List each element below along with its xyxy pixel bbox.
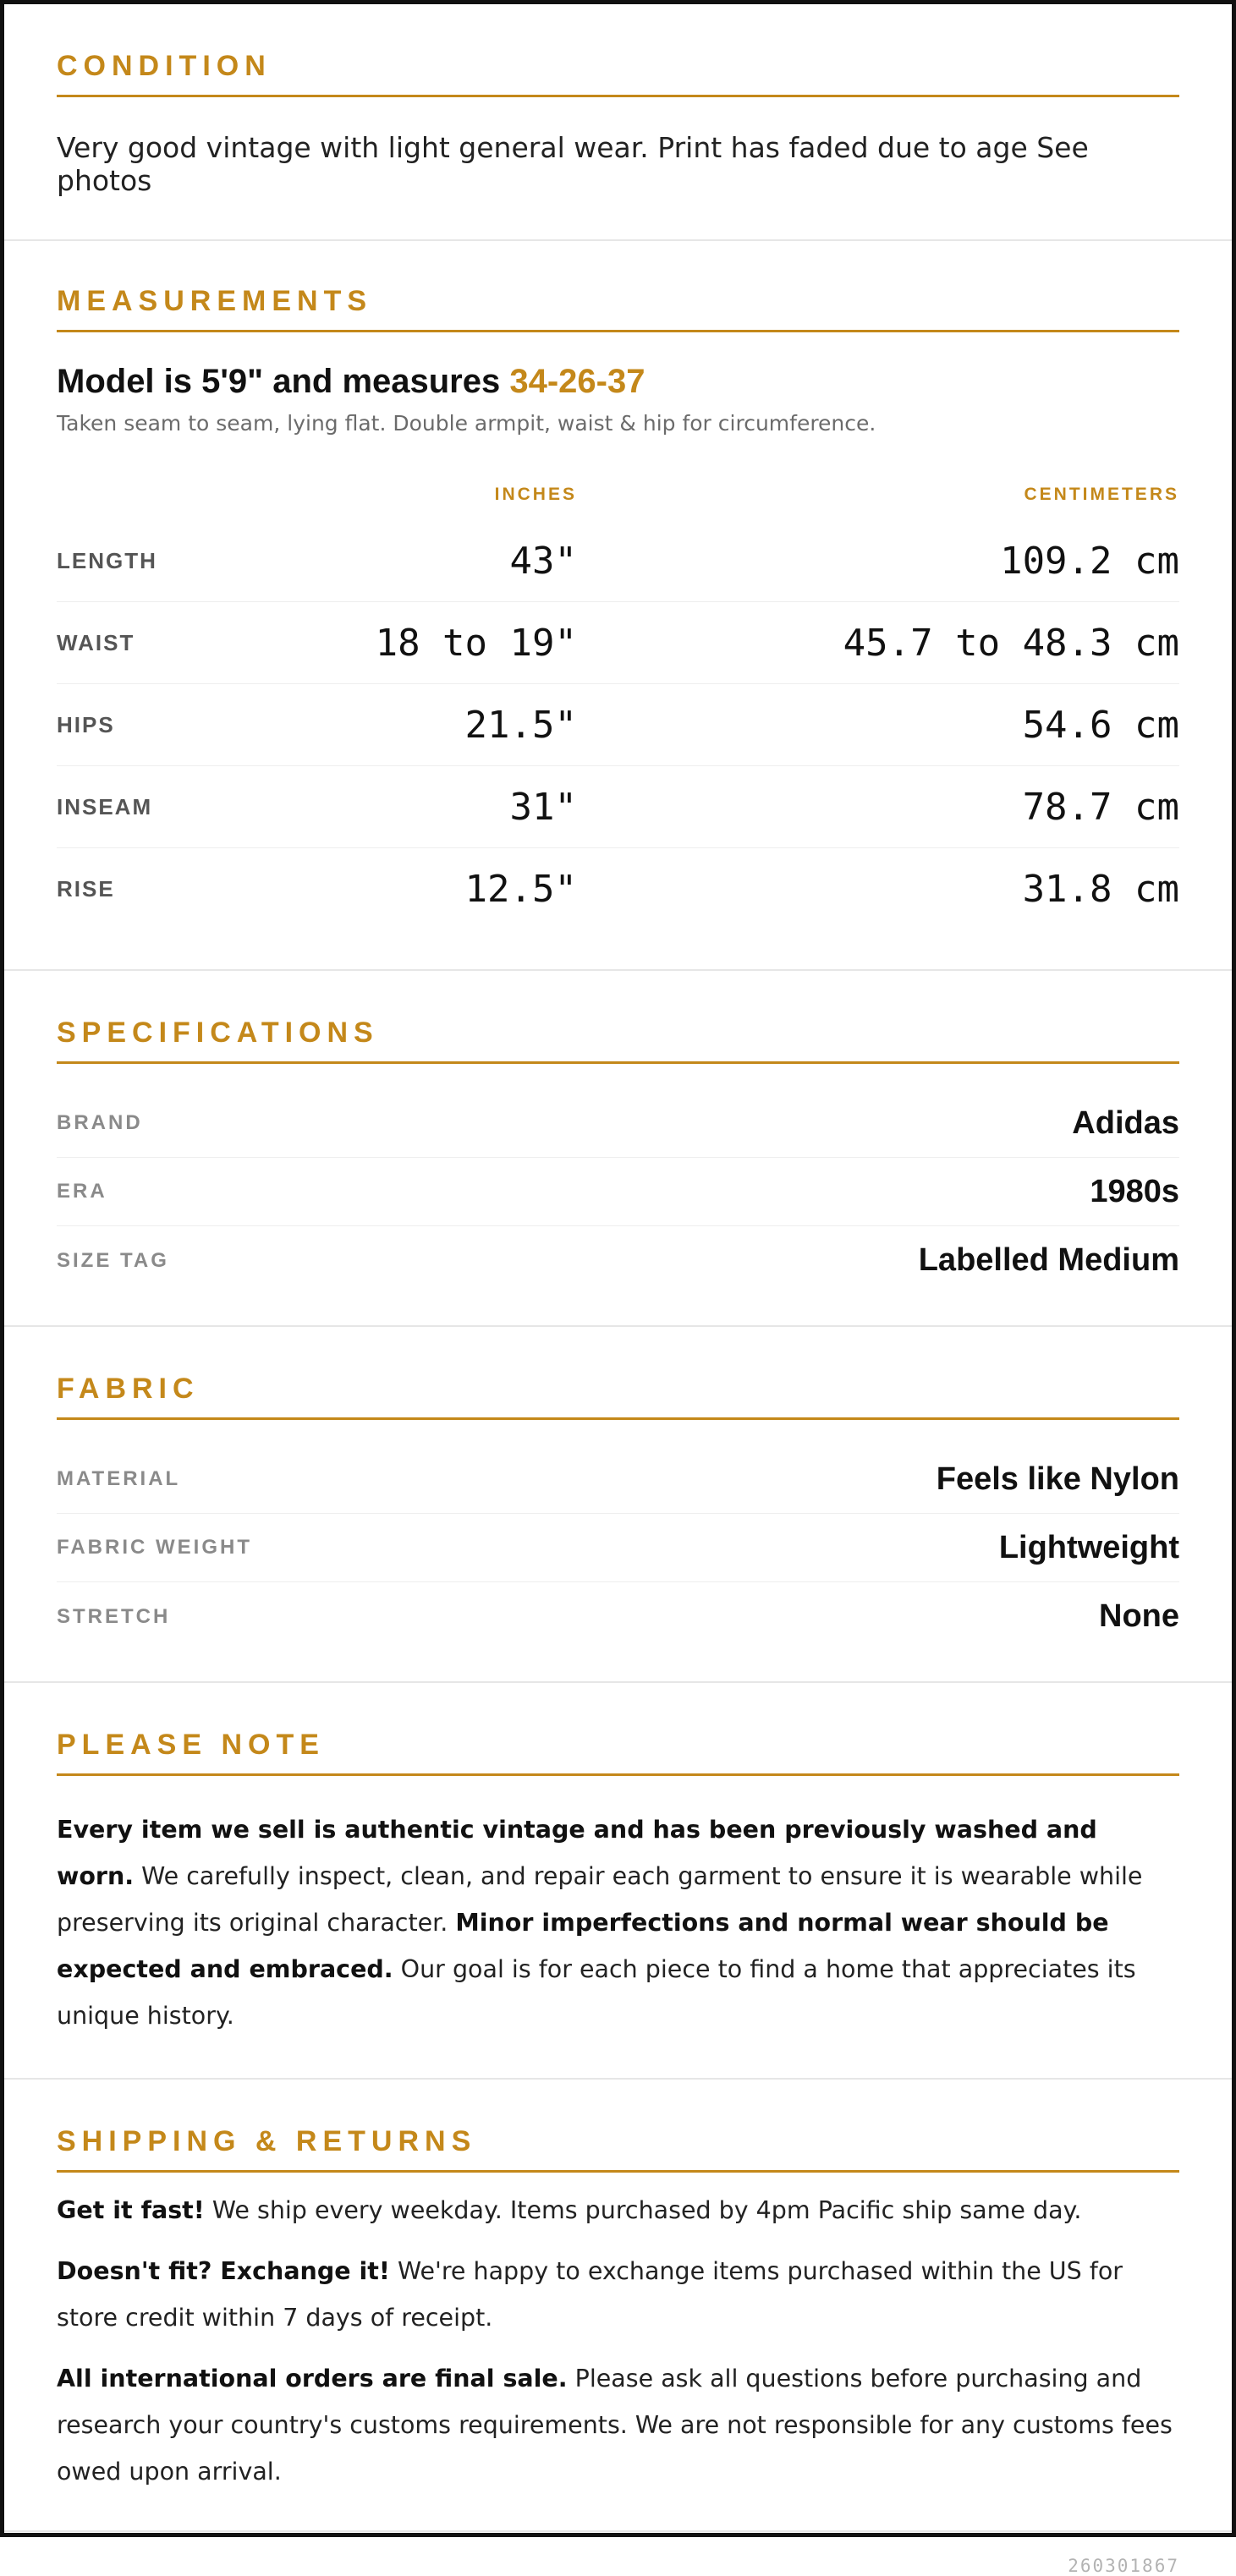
centimeters-column-header: CENTIMETERS — [1024, 485, 1179, 504]
spec-key: BRAND — [57, 1111, 143, 1134]
spec-key: ERA — [57, 1180, 107, 1203]
fabric-row-material — [57, 1445, 1179, 1514]
item-id: 260301867 — [1068, 2556, 1179, 2576]
measurement-inches: 31" — [509, 785, 577, 829]
specifications-list — [57, 1064, 1179, 1325]
shipping-bold: Doesn't fit? Exchange it! — [57, 2257, 390, 2285]
specifications-section — [4, 971, 1232, 1327]
shipping-bold: Get it fast! — [57, 2196, 205, 2224]
measurement-row-waist — [57, 602, 1179, 684]
fabric-value: None — [1099, 1598, 1179, 1634]
note-text-1: We carefully inspect, clean, and repair each garment to ensure it is wearable while preserving its original character. — [57, 1862, 1143, 1937]
condition-heading: CONDITION — [57, 4, 1179, 97]
measurement-label: WAIST — [57, 629, 135, 655]
fabric-value: Feels like Nylon — [936, 1461, 1179, 1497]
inches-column-header: INCHES — [494, 485, 577, 504]
please-note-section — [4, 1683, 1232, 2080]
measurement-row-hips — [57, 684, 1179, 766]
spec-value: Labelled Medium — [918, 1242, 1179, 1278]
condition-section — [4, 4, 1232, 241]
fabric-row-weight — [57, 1514, 1179, 1582]
measurements-table — [57, 469, 1179, 969]
measurement-label: HIPS — [57, 711, 115, 737]
measurement-inches: 43" — [509, 539, 577, 583]
measurements-section — [4, 241, 1232, 971]
note-text-2: Our goal is for each piece to find a home that appreciates its unique history. — [57, 1955, 1136, 2030]
model-measures-line — [57, 363, 1179, 401]
measurement-label: LENGTH — [57, 547, 157, 573]
measurement-row-rise — [57, 848, 1179, 930]
measurement-inches: 21.5" — [464, 703, 577, 747]
measurement-inches: 18 to 19" — [375, 621, 577, 665]
spec-row-era — [57, 1158, 1179, 1226]
measurement-cm: 54.6 cm — [1022, 703, 1179, 747]
measurements-heading: MEASUREMENTS — [57, 241, 1179, 332]
measurement-cm: 109.2 cm — [1000, 539, 1179, 583]
measurement-method-note: Taken seam to seam, lying flat. Double armpit, waist & hip for circumference. — [57, 411, 876, 436]
model-measures-value: 34-26-37 — [509, 363, 645, 400]
shipping-heading: SHIPPING & RETURNS — [57, 2080, 1179, 2173]
specifications-heading: SPECIFICATIONS — [57, 971, 1179, 1064]
fabric-list — [57, 1420, 1179, 1681]
measurement-inches: 12.5" — [464, 868, 577, 911]
shipping-paragraph-international — [57, 2355, 1179, 2495]
condition-text: Very good vintage with light general wear. Print has faded due to age See photos — [57, 131, 1089, 197]
note-bold-1: Every item we sell is authentic vintage and has been previously washed and worn. — [57, 1816, 1097, 1890]
measurement-label: INSEAM — [57, 793, 153, 819]
spec-value: Adidas — [1072, 1104, 1179, 1141]
spec-key: SIZE TAG — [57, 1248, 169, 1272]
shipping-paragraph-fast — [57, 2187, 1179, 2233]
measurements-header-row — [57, 469, 1179, 520]
fabric-key: STRETCH — [57, 1604, 171, 1628]
fabric-section — [4, 1327, 1232, 1683]
fabric-row-stretch — [57, 1582, 1179, 1651]
spec-row-size-tag — [57, 1226, 1179, 1295]
measurement-label: RISE — [57, 876, 115, 902]
spec-row-brand — [57, 1089, 1179, 1158]
fabric-heading: FABRIC — [57, 1327, 1179, 1420]
measurement-cm: 45.7 to 48.3 cm — [843, 621, 1179, 665]
measurement-cm: 78.7 cm — [1022, 785, 1179, 829]
fabric-key: FABRIC WEIGHT — [57, 1536, 252, 1559]
spec-value: 1980s — [1090, 1173, 1179, 1209]
shipping-text: We're happy to exchange items purchased within the US for store credit within 7 days of receipt. — [57, 2257, 1123, 2332]
fabric-value: Lightweight — [998, 1529, 1179, 1565]
please-note-heading: PLEASE NOTE — [57, 1683, 1179, 1776]
measurement-row-inseam — [57, 766, 1179, 848]
shipping-text: We ship every weekday. Items purchased by 4pm Pacific ship same day. — [204, 2196, 1082, 2224]
shipping-section — [4, 2080, 1232, 2532]
shipping-text: Please ask all questions before purchasing and research your country's customs requirements. We are not responsible for any customs fees owed upon arrival. — [57, 2365, 1173, 2486]
fabric-key: MATERIAL — [57, 1467, 181, 1490]
measurement-row-length — [57, 520, 1179, 602]
note-bold-2: Minor imperfections and normal wear should be expected and embraced. — [57, 1909, 1109, 1983]
model-prefix: Model is 5'9" and measures — [57, 363, 510, 400]
please-note-text — [57, 1776, 1179, 2078]
shipping-paragraph-exchange — [57, 2248, 1179, 2341]
measurement-cm: 31.8 cm — [1022, 868, 1179, 911]
shipping-bold: All international orders are final sale. — [57, 2365, 568, 2392]
